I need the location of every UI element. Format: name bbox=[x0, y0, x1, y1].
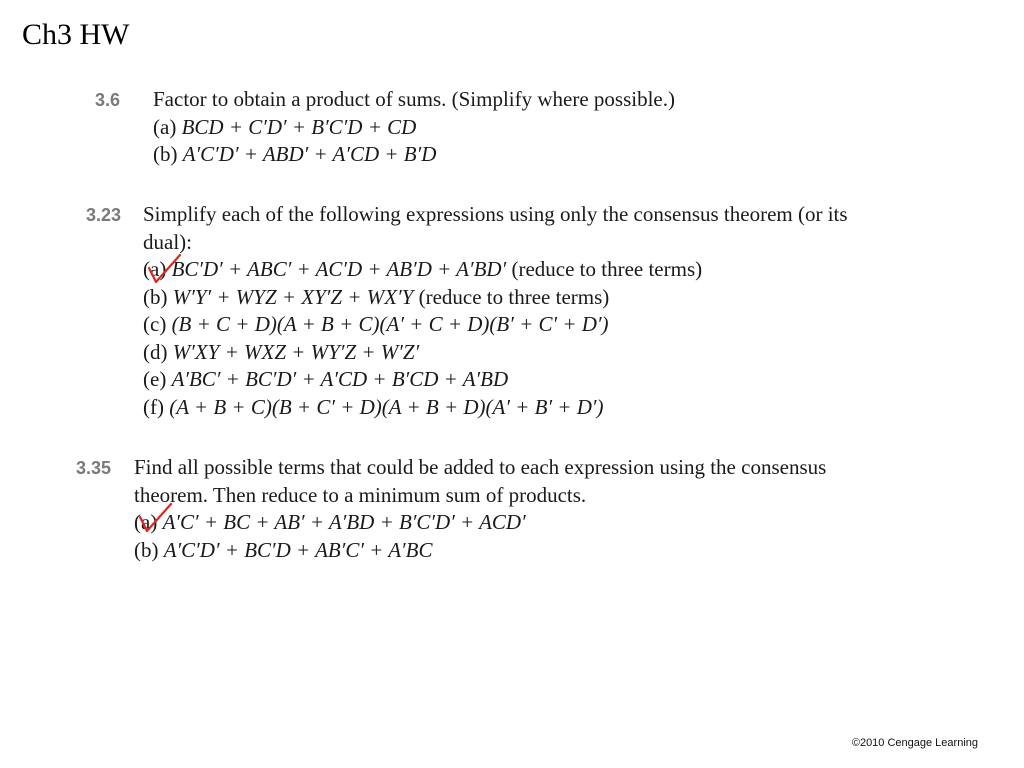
problem-part bbox=[143, 339, 848, 367]
part-expression: A′C′D′ + BC′D + AB′C′ + A′BC bbox=[163, 537, 433, 562]
part-expression: A′C′D′ + ABD′ + A′CD + B′D bbox=[182, 142, 437, 166]
problem-prompt-cont: dual): bbox=[143, 229, 192, 254]
part-expression: BC′D′ + ABC′ + AC′D + AB′D + A′BD′ bbox=[171, 257, 507, 281]
part-expression: (A + B + C)(B + C′ + D)(A + B + D)(A′ + B′ + D′) bbox=[169, 394, 604, 419]
copyright-footer: ©2010 Cengage Learning bbox=[851, 737, 978, 749]
part-expression: BCD + C′D′ + B′C′D + CD bbox=[181, 114, 417, 139]
problem-prompt-cont: theorem. Then reduce to a minimum sum of products. bbox=[134, 482, 587, 507]
part-expression: (B + C + D)(A + B + C)(A′ + C + D)(B′ + C′ + D′) bbox=[171, 312, 609, 336]
check-mark-icon bbox=[137, 501, 175, 535]
part-expression: A′BC′ + BC′D′ + A′CD + B′CD + A′BD bbox=[171, 367, 509, 391]
problem-part bbox=[143, 311, 848, 339]
check-mark-stroke bbox=[149, 255, 180, 282]
problem-prompt: Find all possible terms that could be added to each expression using the consensus bbox=[134, 455, 827, 479]
part-label: (d) bbox=[143, 339, 168, 364]
check-mark-stroke bbox=[140, 504, 171, 531]
part-label: (a) bbox=[153, 114, 177, 139]
problem-part bbox=[143, 256, 848, 284]
problem-part bbox=[143, 366, 848, 394]
part-label: (b) bbox=[153, 142, 178, 166]
check-mark-icon bbox=[146, 252, 184, 286]
problem-part bbox=[153, 114, 675, 142]
part-label: (b) bbox=[134, 537, 159, 562]
problem-part bbox=[143, 394, 848, 422]
part-label: (b) bbox=[143, 284, 168, 309]
part-expression: W′XY + WXZ + WY′Z + W′Z′ bbox=[172, 339, 420, 364]
problem-prompt: Simplify each of the following expressions using only the consensus theorem (or its bbox=[143, 202, 848, 226]
slide-title: Ch3 HW bbox=[22, 18, 130, 51]
problem-part bbox=[134, 537, 826, 565]
part-note: (reduce to three terms) bbox=[418, 284, 610, 309]
problem-number: 3.23 bbox=[86, 205, 122, 225]
part-expression: W′Y′ + WYZ + XY′Z + WX′Y bbox=[172, 284, 414, 309]
problem-body bbox=[134, 454, 826, 564]
part-note: (reduce to three terms) bbox=[511, 257, 703, 281]
problem-body bbox=[153, 86, 675, 169]
problem-part bbox=[134, 509, 826, 537]
part-label: (a) bbox=[134, 510, 158, 534]
problem-prompt: Factor to obtain a product of sums. (Simplify where possible.) bbox=[153, 87, 675, 111]
part-label: (f) bbox=[143, 394, 164, 419]
problem-number: 3.6 bbox=[95, 90, 121, 110]
part-expression: A′C′ + BC + AB′ + A′BD + B′C′D′ + ACD′ bbox=[162, 510, 526, 534]
part-label: (e) bbox=[143, 367, 167, 391]
problem-part bbox=[153, 141, 675, 169]
problem-number: 3.35 bbox=[76, 458, 112, 478]
problem-part bbox=[143, 284, 848, 312]
part-label: (c) bbox=[143, 312, 167, 336]
problem-body bbox=[143, 201, 848, 421]
part-label: (a) bbox=[143, 257, 167, 281]
